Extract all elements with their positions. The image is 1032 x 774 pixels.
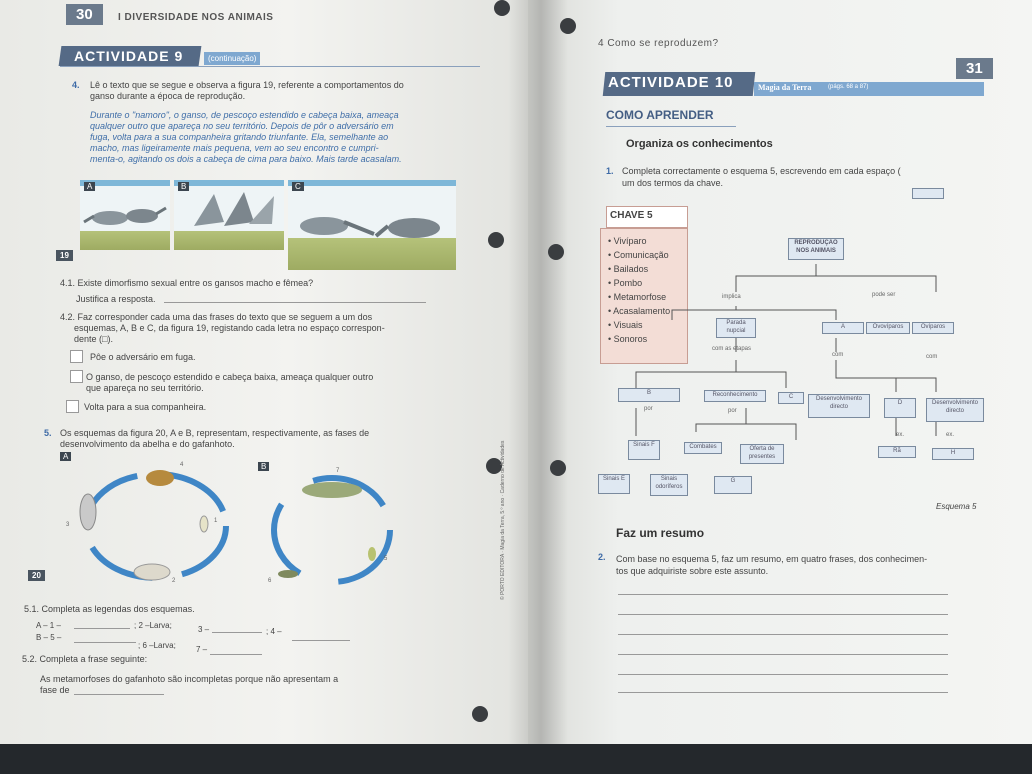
geese-flapping-icon	[174, 186, 284, 244]
schema-com-as-etapas: com as etapas	[712, 346, 752, 352]
fig19-label-a: A	[84, 182, 95, 191]
q1-number: 1.	[606, 166, 614, 176]
q1-line-1: Completa correctamente o esquema 5, escrevendo em cada espaço (	[622, 166, 901, 176]
esquema-label: Esquema 5	[936, 502, 977, 511]
schema-box-b[interactable]: B	[618, 388, 680, 402]
q41-sub: Justifica a resposta.	[76, 294, 156, 304]
schema-box-c[interactable]: C	[778, 392, 804, 404]
q1-line-2: um dos termos da chave.	[622, 178, 724, 188]
chave-item-2: • Comunicação	[608, 250, 669, 260]
activity-9-tag: (continuação)	[204, 52, 260, 65]
schema-desenv-directo: Desenvolvimento directo	[808, 394, 870, 418]
chave-item-6: • Acasalamento	[608, 306, 671, 316]
passage-line-4: macho, mas ligeiramente mais pequena, vem ao seu encontro e cumpri-	[90, 143, 379, 153]
binder-hole	[494, 0, 510, 16]
legend-b-6: ; 6 –Larva;	[138, 641, 176, 650]
schema-parada-nupcial: Parada nupcial	[716, 318, 756, 338]
q52-answer-line[interactable]	[74, 694, 164, 695]
passage-line-3: fuga, volta para a sua companheira gritando triunfante. Ela, semelhante ao	[90, 132, 389, 142]
q2-line-1: Com base no esquema 5, faz um resumo, em quatro frases, dos conhecimen-	[616, 554, 928, 564]
q4-line-1: Lê o texto que se segue e observa a figura 19, referente a comportamentos do	[90, 80, 404, 90]
schema-ex-2: ex.	[946, 432, 955, 438]
fig19-panel-b	[174, 180, 284, 250]
chave-item-1: • Vivíparo	[608, 236, 647, 246]
section-title: COMO APRENDER	[606, 108, 714, 122]
section-underline	[606, 126, 736, 127]
left-running-header: I DIVERSIDADE NOS ANIMAIS	[118, 12, 274, 23]
legend-b-5: B – 5 –	[36, 633, 62, 642]
binder-hole	[488, 232, 504, 248]
legend-b-blank-5[interactable]	[74, 642, 136, 643]
schema-ra: Rã	[878, 446, 916, 458]
schema-sinais-odoriferos: Sinais odoríferos	[650, 474, 688, 496]
q5-line-1: Os esquemas da figura 20, A e B, representam, respectivamente, as fases de	[60, 428, 370, 438]
schema-pode-ser: pode ser	[872, 292, 896, 298]
book-gutter	[508, 0, 568, 774]
q4-line-2: ganso durante a época de reprodução.	[90, 91, 246, 101]
binder-hole	[548, 244, 564, 260]
option-2b: que apareça no seu território.	[86, 383, 204, 393]
fig19-panel-c	[288, 180, 456, 270]
geese-greeting-icon	[288, 186, 456, 264]
schema-sinais-f[interactable]: Sinais F	[628, 440, 660, 460]
fig20-label-b: B	[258, 462, 269, 471]
schema-com-2: com	[926, 354, 938, 360]
binder-hole	[550, 460, 566, 476]
option-3: Volta para a sua companheira.	[84, 402, 207, 412]
chave-item-3: • Bailados	[608, 264, 649, 274]
chave-title: CHAVE 5	[610, 210, 653, 221]
q51-text: 5.1. Completa as legendas dos esquemas.	[24, 604, 195, 614]
schema-sinais-e[interactable]: Sinais E	[598, 474, 630, 494]
legend-a-2: ; 2 –Larva;	[134, 621, 172, 630]
schema-desenv-directo-2: Desenvolvimento directo	[926, 398, 984, 422]
resumo-title: Faz um resumo	[616, 526, 705, 540]
passage-line-2: qualquer outro que apareça no seu território. Depois de pôr o adversário em	[90, 121, 394, 131]
bee-num-1: 1	[214, 518, 218, 524]
q42-line-1: 4.2. Faz corresponder cada uma das frases do texto que se seguem a um dos	[60, 312, 373, 322]
q41-answer-line[interactable]	[164, 302, 426, 303]
bee-num-3: 3	[66, 522, 70, 528]
table-edge	[0, 744, 1032, 774]
fig19-number: 19	[56, 250, 73, 261]
goose-pair-icon	[80, 186, 170, 244]
activity-10-title: ACTIVIDADE 10	[608, 74, 734, 91]
bee-num-4: 4	[180, 462, 184, 468]
q42-line-3: dente (□).	[74, 334, 113, 344]
fig19-label-c: C	[292, 182, 304, 191]
q2-line-2: tos que adquiriste sobre este assunto.	[616, 566, 769, 576]
grasshopper-num-6: 6	[268, 578, 272, 584]
passage-line-1: Durante o "namoro", o ganso, de pescoço estendido e cabeça baixa, ameaça	[90, 110, 399, 120]
q4-number: 4.	[72, 80, 80, 90]
binder-hole	[560, 18, 576, 34]
grasshopper-cycle-diagram	[262, 464, 402, 594]
resumo-answer-line[interactable]	[618, 594, 948, 595]
resumo-answer-line[interactable]	[618, 614, 948, 615]
blank-box-sample	[912, 188, 944, 199]
q2-number: 2.	[598, 552, 606, 562]
fig20-number: 20	[28, 570, 45, 581]
schema-box-a[interactable]: A	[822, 322, 864, 334]
chave-item-7: • Visuais	[608, 320, 643, 330]
grasshopper-num-7: 7	[336, 468, 340, 474]
schema-box-g[interactable]: G	[714, 476, 752, 494]
q5-number: 5.	[44, 428, 52, 438]
legend-b-blank-7[interactable]	[210, 654, 262, 655]
option-box-2[interactable]	[70, 370, 83, 383]
left-page-number: 30	[66, 4, 103, 25]
option-1: Pôe o adversário em fuga.	[90, 352, 196, 362]
right-running-header: 4 Como se reproduzem?	[598, 38, 719, 49]
schema-ovoviparos: Ovovíparos	[866, 322, 910, 334]
legend-a-1: A – 1 –	[36, 621, 61, 630]
q5-line-2: desenvolvimento da abelha e do gafanhoto.	[60, 439, 235, 449]
q52-line-2: fase de	[40, 685, 70, 695]
schema-root: REPRODUÇÃO NOS ANIMAIS	[788, 238, 844, 260]
option-box-3[interactable]	[66, 400, 79, 413]
resumo-answer-line[interactable]	[618, 654, 948, 655]
q52-line-1: As metamorfoses do gafanhoto são incompletas porque não apresentam a	[40, 674, 339, 684]
schema-combates: Combates	[684, 442, 722, 454]
schema-box-h[interactable]: H	[932, 448, 974, 460]
bee-num-2: 2	[172, 578, 176, 584]
fig20-label-a: A	[60, 452, 71, 461]
spine-copyright: © PORTO EDITORA · Magia da Terra, 5.º ano · Caderno de Actividades	[500, 440, 506, 600]
schema-box-d[interactable]: D	[884, 398, 916, 418]
chave-item-5: • Metamorfose	[608, 292, 667, 302]
fig19-label-b: B	[178, 182, 189, 191]
schema-por-1: por	[644, 406, 653, 412]
passage-line-5: menta-o, agitando os dois a cabeça de cima para baixo. Mais tarde acasalam.	[90, 154, 402, 164]
schema-com-1: com	[832, 352, 844, 358]
activity-9-title: ACTIVIDADE 9	[74, 48, 184, 64]
legend-b-7: 7 –	[196, 645, 208, 654]
schema-reconhecimento: Reconhecimento	[704, 390, 766, 402]
option-box-1[interactable]	[70, 350, 83, 363]
legend-a-blank-4[interactable]	[292, 640, 350, 641]
schema-oferta-presentes: Oferta de presentes	[740, 444, 784, 464]
subsection-title: Organiza os conhecimentos	[626, 138, 773, 150]
resumo-answer-line[interactable]	[618, 692, 948, 693]
legend-a-4: ; 4 –	[266, 627, 282, 636]
legend-a-blank-1[interactable]	[74, 628, 130, 629]
bee-cycle-diagram	[64, 456, 244, 596]
option-2a: O ganso, de pescoço estendido e cabeça baixa, ameaça qualquer outro	[86, 372, 374, 382]
activity-10-pages: (págs. 68 a 87)	[828, 84, 869, 90]
activity-underline	[60, 66, 480, 67]
resumo-answer-line[interactable]	[618, 674, 948, 675]
right-page-number: 31	[956, 58, 993, 79]
schema-implica: implica	[722, 294, 741, 300]
schema-por-2: por	[728, 408, 737, 414]
chave-item-8: • Sonoros	[608, 334, 648, 344]
schema-ex-1: ex.	[896, 432, 905, 438]
activity-10-book: Magia da Terra	[758, 83, 812, 92]
legend-a-blank-3[interactable]	[212, 632, 262, 633]
chave-item-4: • Pombo	[608, 278, 643, 288]
legend-a-3: 3 –	[198, 625, 210, 634]
q41-text: 4.1. Existe dimorfismo sexual entre os gansos macho e fêmea?	[60, 278, 314, 288]
resumo-answer-line[interactable]	[618, 634, 948, 635]
schema-oviparos: Ovíparos	[912, 322, 954, 334]
q52-text: 5.2. Completa a frase seguinte:	[22, 654, 148, 664]
schema-connectors	[596, 240, 986, 500]
q42-line-2: esquemas, A, B e C, da figura 19, registando cada letra no espaço correspon-	[74, 323, 385, 333]
grasshopper-num-5: 5	[384, 556, 388, 562]
binder-hole	[472, 706, 488, 722]
